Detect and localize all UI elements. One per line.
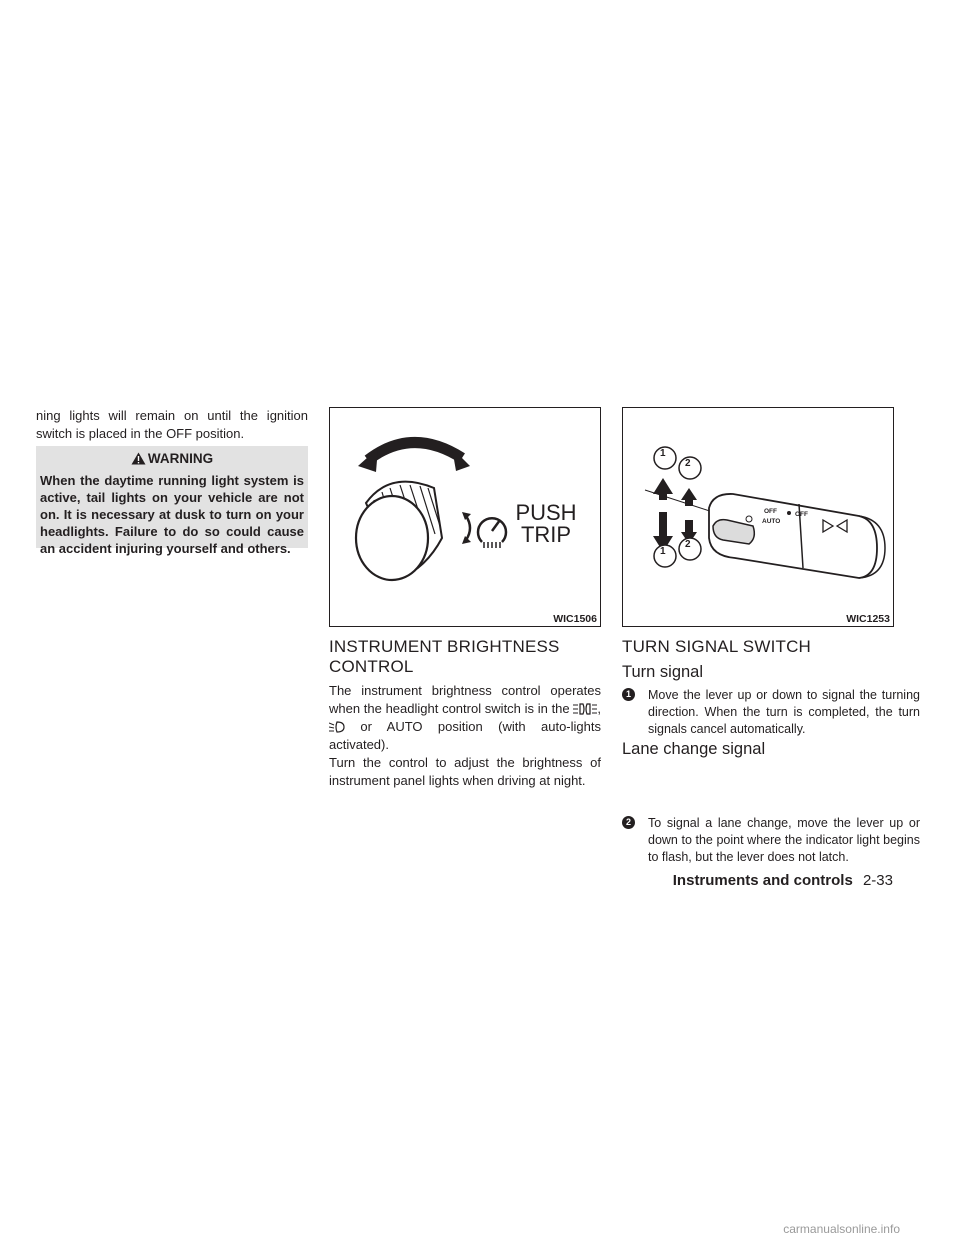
turn-signal-item bbox=[622, 687, 920, 738]
label-1-bottom: 1 bbox=[660, 546, 666, 557]
heading-line-2: CONTROL bbox=[329, 657, 414, 676]
item-number-badge: 1 bbox=[622, 688, 635, 701]
label-1-top: 1 bbox=[660, 448, 666, 459]
page-footer bbox=[673, 872, 893, 889]
figure-turn-signal-lever bbox=[622, 407, 894, 627]
watermark: carmanualsonline.info bbox=[783, 1222, 900, 1236]
headlight-icon bbox=[329, 721, 345, 733]
trip-text: TRIP bbox=[520, 522, 572, 547]
lane-change-text: To signal a lane change, move the lever up or down to the point where the indicator light begins to flash, but the lever does not latch. bbox=[648, 816, 920, 864]
instrument-p1-b: , bbox=[597, 701, 601, 716]
switch-label-off-1: OFF bbox=[764, 508, 777, 515]
switch-label-auto: AUTO bbox=[762, 518, 781, 525]
warning-triangle-icon bbox=[131, 452, 146, 465]
warning-box bbox=[36, 446, 308, 556]
subheading-turn-signal: Turn signal bbox=[622, 663, 704, 681]
subheading-lane-change: Lane change signal bbox=[622, 740, 766, 758]
heading-line-1: INSTRUMENT BRIGHTNESS bbox=[329, 637, 560, 656]
instrument-paragraph-2: Turn the control to adjust the brightness of instrument panel lights when driving at night. bbox=[329, 755, 601, 788]
intro-paragraph: ning lights will remain on until the ignition switch is placed in the OFF position. bbox=[36, 408, 308, 441]
footer-section: Instruments and controls bbox=[672, 872, 853, 889]
footer-page-number: 2-33 bbox=[862, 872, 893, 889]
instrument-paragraph-1 bbox=[329, 682, 601, 754]
warning-text: When the daytime running light system is active, tail lights on your vehicle are not on. It is necessary at dusk to turn on your headlights. Failure to do so could cause an accident injuring yourself and others. bbox=[40, 473, 304, 556]
instrument-p1-a: The instrument brightness control operates when the headlight control switch is in the bbox=[329, 683, 601, 716]
push-text: PUSH bbox=[515, 500, 577, 525]
heading-instrument-brightness bbox=[329, 637, 601, 677]
turn-signal-text: Move the lever up or down to signal the turning direction. When the turn is completed, the turn signals cancel automatically. bbox=[648, 688, 920, 736]
label-2-bottom: 2 bbox=[685, 539, 691, 550]
warning-title: WARNING bbox=[147, 451, 214, 466]
switch-label-off-2: OFF bbox=[795, 511, 808, 518]
lane-change-item bbox=[622, 815, 920, 866]
warning-heading bbox=[36, 451, 308, 466]
figure-code: WIC1506 bbox=[553, 613, 597, 625]
parking-light-icon bbox=[573, 703, 597, 715]
figure-code: WIC1253 bbox=[846, 613, 890, 625]
push-trip-label bbox=[506, 502, 586, 546]
heading-turn-signal-switch: TURN SIGNAL SWITCH bbox=[622, 637, 812, 656]
item-number-badge: 2 bbox=[622, 816, 635, 829]
label-2-top: 2 bbox=[685, 458, 691, 469]
lever-illustration bbox=[623, 408, 893, 626]
instrument-p1-c: or AUTO position (with auto-lights activated). bbox=[329, 719, 601, 752]
